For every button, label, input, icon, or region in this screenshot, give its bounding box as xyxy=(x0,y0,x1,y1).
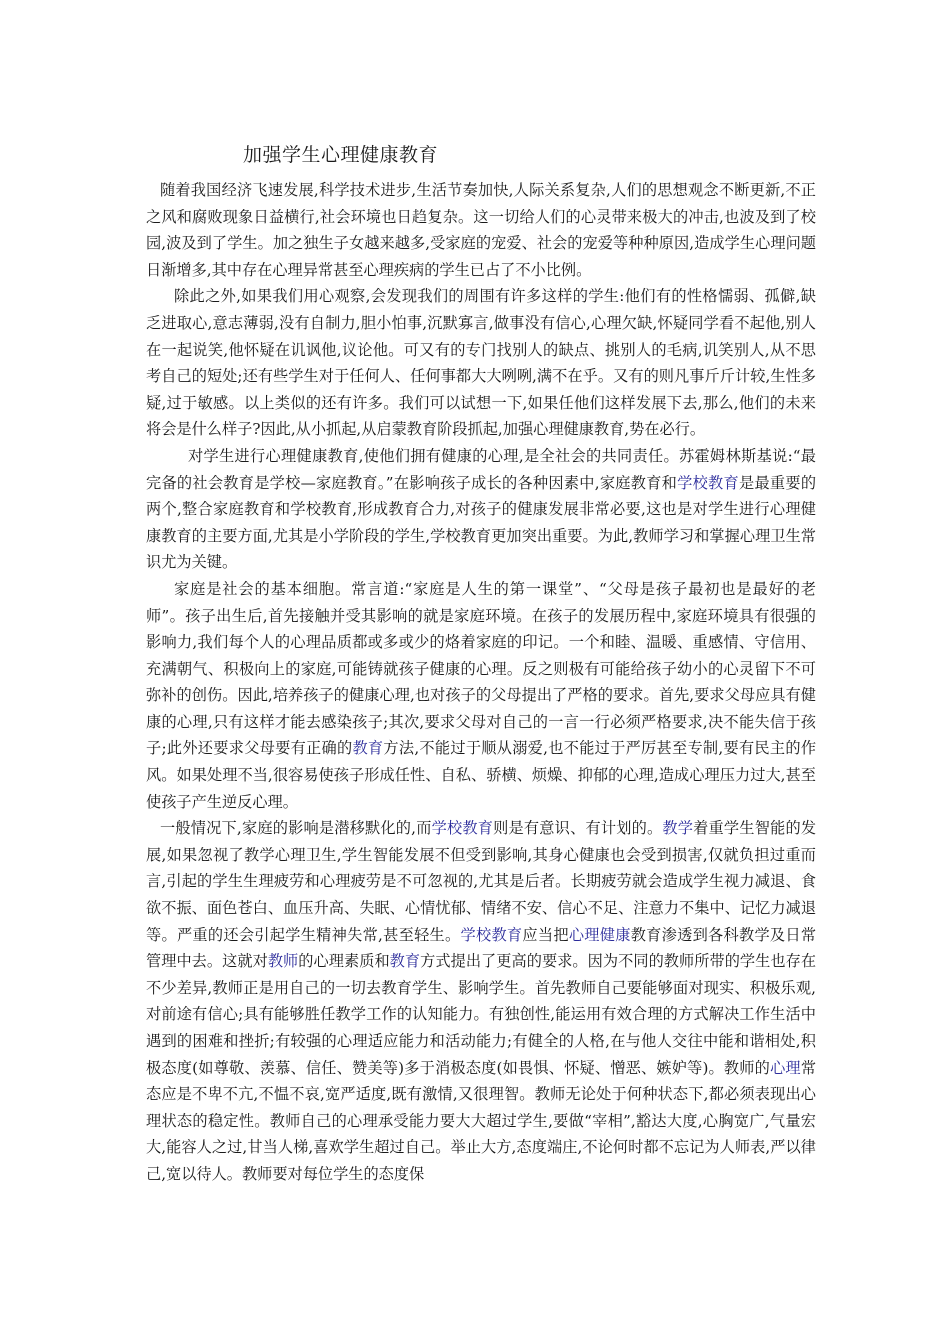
paragraph-2 xyxy=(146,283,816,443)
link-teaching[interactable]: 教学 xyxy=(662,819,694,838)
document-title: 加强学生心理健康教育 xyxy=(243,144,439,166)
link-school-education[interactable]: 学校教育 xyxy=(677,473,739,492)
paragraph-5 xyxy=(146,815,816,1187)
paragraph-1 xyxy=(146,177,816,283)
link-school-education[interactable]: 学校教育 xyxy=(431,819,494,838)
paragraph-text: 除此之外,如果我们用心观察,会发现我们的周围有许多这样的学生:他们有的性格懦弱、孤僻,缺乏进取心,意志薄弱,没有自制力,胆小怕事,沉默寡言,做事没有信心,心理欠缺,怀疑同学看不起他,别人在一起说笑,他怀疑在讥讽他,议论他。可又有的专门找别人的缺点、挑别人的毛病,讥笑别人,从不思考自己的短处;还有些学生对于任何人、任何事都大大咧咧,满不在乎。又有的则凡事斤斤计较,生性多疑,过于敏感。以上类似的还有许多。我们可以试想一下,如果任他们这样发展下去,那么,他们的未来将会是什么样子?因此,从小抓起,从启蒙教育阶段抓起,加强心理健康教育,势在必行。 xyxy=(146,287,816,439)
paragraph-text: 则是有意识、有计划的。 xyxy=(493,819,663,838)
link-education[interactable]: 教育 xyxy=(389,952,421,971)
link-psychology[interactable]: 心理 xyxy=(770,1058,801,1077)
paragraph-text: 应当把 xyxy=(522,925,569,944)
document-body xyxy=(146,177,816,1188)
link-school-education[interactable]: 学校教育 xyxy=(460,925,523,944)
link-mental-health[interactable]: 心理健康 xyxy=(568,925,631,944)
link-education[interactable]: 教育 xyxy=(352,739,384,758)
paragraph-4 xyxy=(146,576,816,815)
paragraph-text: 方式提出了更高的要求。因为不同的教师所带的学生也存在不少差异,教师正是用自己的一切去教育学生、影响学生。首先教师自己要能够面对现实、积极乐观,对前途有信心;具有能够胜任教学工作的认知能力。有独创性,能运用有效合理的方式解决工作生活中遇到的困难和挫折;有较强的心理适应能力和活动能力;有健全的人格,在与他人交往中能和谐相处,积极态度(如尊敬、羡慕、信任、赞美等)多于消极态度(如畏惧、怀疑、憎恶、嫉妒等)。教师的 xyxy=(146,952,817,1077)
paragraph-text: 随着我国经济飞速发展,科学技术进步,生活节奏加快,人际关系复杂,人们的思想观念不断更新,不正之风和腐败现象日益横行,社会环境也日趋复杂。这一切给人们的心灵带来极大的冲击,也波及到了校园,波及到了学生。加之独生子女越来越多,受家庭的宠爱、社会的宠爱等种种原因,造成学生心理问题日渐增多,其中存在心理异常甚至心理疾病的学生已占了不小比例。 xyxy=(146,181,816,279)
paragraph-text: 一般情况下,家庭的影响是潜移默化的,而 xyxy=(160,819,432,838)
paragraph-text: 是最重要的两个,整合家庭教育和学校教育,形成教育合力,对孩子的健康发展非常必要,这也是对学生进行心理健康教育的主要方面,尤其是小学阶段的学生,学校教育更加突出重要。为此,教师学习和掌握心理卫生常识尤为关键。 xyxy=(146,473,817,572)
paragraph-text: 教育渗透到各科教学及日常管理中去。这就对 xyxy=(146,925,817,971)
paragraph-3 xyxy=(146,443,816,576)
paragraph-text: 着重学生智能的发展,如果忽视了教学心理卫生,学生智能发展不但受到影响,其身心健康也会受到损害,仅就负担过重而言,引起的学生生理疲劳和心理疲劳是不可忽视的,尤其是后者。长期疲劳就会造成学生视力减退、食欲不振、面色苍白、血压升高、失眠、心情忧郁、情绪不安、信心不足、注意力不集中、记忆力减退等。严重的还会引起学生精神失常,甚至轻生。 xyxy=(146,819,817,944)
paragraph-text: 的心理素质和 xyxy=(298,952,390,971)
paragraph-text: 方法,不能过于顺从溺爱,也不能过于严厉甚至专制,要有民主的作风。如果处理不当,很容易使孩子形成任性、自私、骄横、烦燥、抑郁的心理,造成心理压力过大,甚至使孩子产生逆反心理。 xyxy=(146,739,817,811)
paragraph-text: 家庭是社会的基本细胞。常言道:“家庭是人生的第一课堂”、“父母是孩子最初也是最好的老师”。孩子出生后,首先接触并受其影响的就是家庭环境。在孩子的发展历程中,家庭环境具有很强的影响力,我们每个人的心理品质都或多或少的烙着家庭的印记。一个和睦、温暖、重感情、守信用、充满朝气、积极向上的家庭,可能铸就孩子健康的心理。反之则极有可能给孩子幼小的心灵留下不可弥补的创伤。因此,培养孩子的健康心理,也对孩子的父母提出了严格的要求。首先,要求父母应具有健康的心理,只有这样才能去感染孩子;其次,要求父母对自己的一言一行必须严格要求,决不能失信于孩子;此外还要求父母要有正确的 xyxy=(146,579,816,758)
link-teacher[interactable]: 教师 xyxy=(267,952,299,971)
paragraph-text: 对学生进行心理健康教育,使他们拥有健康的心理,是全社会的共同责任。苏霍姆林斯基说:“最完备的社会教育是学校—家庭教育。”在影响孩子成长的各种因素中,家庭教育和 xyxy=(146,446,816,492)
paragraph-text: 常态应是不卑不亢,不愠不哀,宽严适度,既有激情,又很理智。教师无论处于何种状态下,都必须表现出心理状态的稳定性。教师自己的心理承受能力要大大超过学生,要做“宰相”,豁达大度,心胸宽广,气量宏大,能容人之过,甘当人梯,喜欢学生超过自己。举止大方,态度端庄,不论何时都不忘记为人师表,严以律己,宽以待人。教师要对每位学生的态度保 xyxy=(146,1058,816,1183)
